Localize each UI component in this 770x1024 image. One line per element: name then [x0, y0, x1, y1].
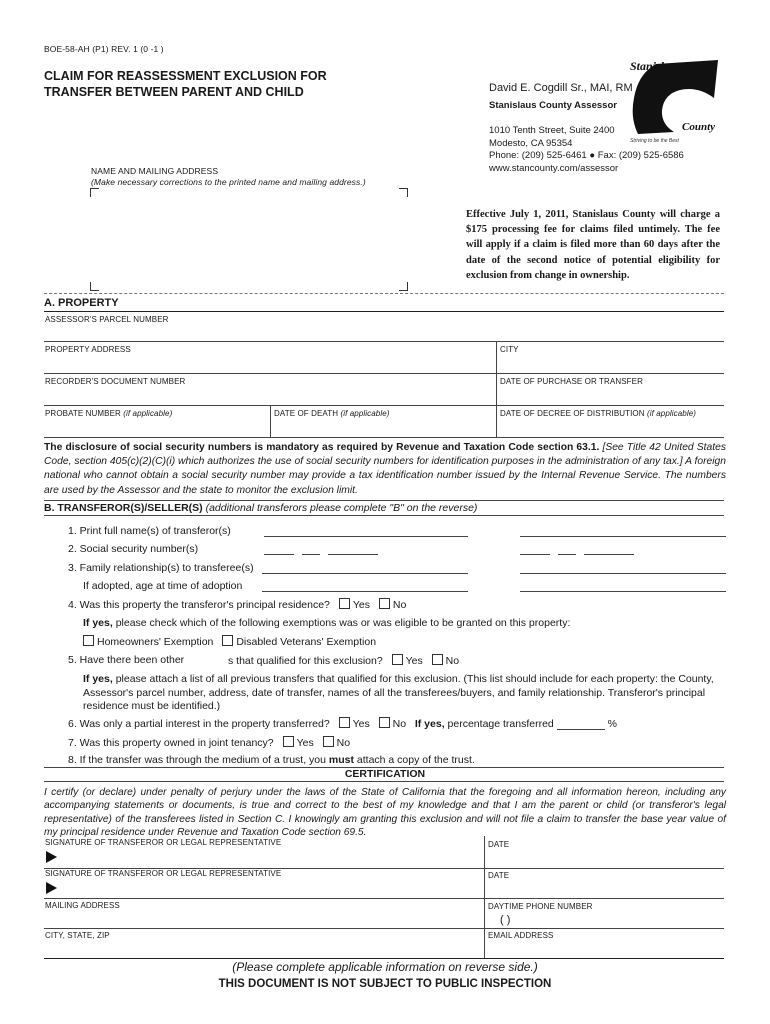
- q6-if-yes: If yes,: [414, 718, 445, 730]
- purchase-date-field[interactable]: [498, 388, 724, 402]
- logo-bottom-text: County: [682, 121, 716, 133]
- title-line-1: CLAIM FOR REASSESSMENT EXCLUSION FOR: [44, 69, 327, 83]
- certification-heading: CERTIFICATION: [344, 768, 426, 780]
- ssn-2-part-3[interactable]: [584, 543, 634, 555]
- email-label: EMAIL ADDRESS: [488, 931, 554, 940]
- relationship-1[interactable]: [262, 562, 468, 574]
- ssn-1-part-1[interactable]: [264, 543, 294, 555]
- address-line-1: 1010 Tenth Street, Suite 2400: [489, 125, 615, 136]
- percent-sign: %: [607, 718, 617, 730]
- logo-tagline: Striving to be the Best: [630, 138, 679, 144]
- q4-yes-label: Yes: [352, 599, 370, 611]
- section-b-note: (additional transferors please complete "B" on the reverse): [202, 502, 478, 514]
- col-divider: [484, 836, 485, 868]
- veterans-checkbox[interactable]: [222, 635, 233, 646]
- phone-number: Phone: (209) 525-6461: [489, 150, 587, 161]
- col-divider: [484, 868, 485, 900]
- col-divider: [496, 341, 497, 373]
- question-8: [68, 754, 475, 766]
- signature-1-label: SIGNATURE OF TRANSFEROR OR LEGAL REPRESENTATIVE: [45, 838, 282, 847]
- date-1-field[interactable]: [486, 850, 724, 866]
- ssn-1-part-2[interactable]: [302, 543, 320, 555]
- homeowners-checkbox[interactable]: [83, 635, 94, 646]
- row-rule: [44, 405, 724, 406]
- relationship-2[interactable]: [520, 562, 726, 574]
- section-a-heading: A. PROPERTY: [44, 297, 119, 309]
- ssn-notice: [44, 441, 726, 498]
- q6-no-label: No: [392, 718, 407, 730]
- q6-yes-label: Yes: [352, 718, 370, 730]
- q8-text-a: 8. If the transfer was through the medium of a trust, you: [68, 754, 329, 766]
- assessor-contact: [489, 125, 684, 175]
- decree-date-text: DATE OF DECREE OF DISTRIBUTION: [500, 409, 647, 418]
- signature-1-field[interactable]: [62, 848, 482, 866]
- phone-field[interactable]: ( ): [500, 914, 511, 926]
- col-divider: [496, 373, 497, 405]
- q5-no-checkbox[interactable]: [432, 654, 443, 665]
- decree-date-field[interactable]: [498, 420, 724, 434]
- section-b-rule: [44, 515, 724, 516]
- section-b-heading-row: [44, 502, 477, 514]
- city-state-zip-input[interactable]: [44, 941, 482, 957]
- ssn-notice-italic: [See Title 42 United States Code, section 405(c)(2)(C)(i) which authorizes the use of social security numbers for identification purposes in the administration of any tax.] A foreign national who cannot obtain a social security number may provide a tax identification number issued by the Internal Revenue Service. The numbers are used by the Assessor and the state to monitor the exclusion limit.: [44, 442, 726, 496]
- q7-no-checkbox[interactable]: [323, 736, 334, 747]
- city-field[interactable]: [498, 356, 724, 370]
- percentage-field[interactable]: [557, 719, 605, 730]
- certification-text: I certify (or declare) under penalty of perjury under the laws of the State of California that the foregoing and all information hereon, including any accompanying statements or documents, is true and correct to the best of my knowledge and that I am the parent or child (or transferor's legal representative) of the transferees listed in Section C. I knowingly am granting this exclusion and will not file a claim to transfer the base year value of my principal residence under Revenue and Taxation Code section 69.5.: [44, 787, 726, 838]
- ssn-2-part-1[interactable]: [520, 543, 550, 555]
- col-divider: [484, 898, 485, 930]
- q7-yes-checkbox[interactable]: [283, 736, 294, 747]
- question-1: 1. Print full name(s) of transferor(s): [68, 525, 231, 537]
- mailing-address-input[interactable]: [44, 911, 482, 927]
- parcel-label: ASSESSOR'S PARCEL NUMBER: [45, 315, 169, 324]
- veterans-label: Disabled Veterans' Exemption: [236, 636, 377, 648]
- adoption-age-2[interactable]: [520, 580, 726, 592]
- death-date-note: (if applicable): [340, 409, 390, 418]
- signature-2-field[interactable]: [62, 879, 482, 897]
- sign-here-arrow-icon: [46, 882, 57, 894]
- bottom-rule: [44, 958, 724, 959]
- certification-rule: [44, 781, 724, 782]
- q4b-text: please check which of the following exemptions was or was eligible to be granted on this property:: [112, 617, 571, 629]
- col-divider: [484, 928, 485, 958]
- city-state-zip-label: CITY, STATE, ZIP: [45, 931, 110, 940]
- homeowners-label: Homeowners' Exemption: [97, 636, 214, 648]
- fee-notice: Effective July 1, 2011, Stanislaus County will charge a $175 processing fee for claims filed untimely. The fee will apply if a claim is filed more than 60 days after the date of the second notice of potential eligibility for exclusion from change in ownership.: [466, 209, 720, 281]
- exemptions-row: [77, 635, 376, 648]
- col-divider: [270, 405, 271, 437]
- divider: [44, 293, 724, 294]
- recorder-doc-field[interactable]: [44, 388, 496, 402]
- probate-text: PROBATE NUMBER: [45, 409, 124, 418]
- city-label: CITY: [500, 345, 519, 354]
- logo-top-text: Stanislaus: [630, 59, 682, 73]
- phone-label: DAYTIME PHONE NUMBER: [488, 902, 593, 911]
- mailing-address-field[interactable]: [98, 190, 398, 286]
- q7-yes-label: Yes: [296, 737, 314, 749]
- fax-number: Fax: (209) 525-6586: [597, 150, 684, 161]
- q5-yes-label: Yes: [405, 655, 423, 667]
- mailing-address-label: MAILING ADDRESS: [45, 901, 120, 910]
- question-7: 7. Was this property owned in joint tenancy?: [68, 737, 274, 749]
- assessor-office: Stanislaus County Assessor: [489, 100, 617, 111]
- transferor-name-1[interactable]: [264, 525, 468, 537]
- q6-yes-checkbox[interactable]: [339, 717, 350, 728]
- question-6: 6. Was only a partial interest in the property transferred?: [68, 718, 330, 730]
- property-address-field[interactable]: [44, 356, 496, 370]
- ssn-2-part-2[interactable]: [558, 543, 576, 555]
- probate-label: [45, 409, 172, 418]
- assessor-name: David E. Cogdill Sr., MAI, RM: [489, 82, 633, 94]
- q6-no-checkbox[interactable]: [379, 717, 390, 728]
- signature-2-label: SIGNATURE OF TRANSFEROR OR LEGAL REPRESENTATIVE: [45, 869, 282, 878]
- row-rule: [44, 898, 724, 899]
- title-line-2: TRANSFER BETWEEN PARENT AND CHILD: [44, 85, 304, 99]
- death-date-text: DATE OF DEATH: [274, 409, 341, 418]
- q4-no-label: No: [392, 599, 407, 611]
- q8-text-b: attach a copy of the trust.: [353, 754, 475, 766]
- question-7-row: [68, 736, 350, 749]
- q8-must: must: [328, 754, 354, 766]
- section-b-top-rule: [44, 500, 724, 501]
- col-divider: [496, 405, 497, 437]
- probate-note: (if applicable): [123, 409, 173, 418]
- question-5-row: [228, 654, 459, 667]
- not-public-notice: THIS DOCUMENT IS NOT SUBJECT TO PUBLIC INSPECTION: [218, 978, 552, 990]
- q5-no-label: No: [445, 655, 460, 667]
- q4-yes-checkbox[interactable]: [339, 598, 350, 609]
- question-3b: If adopted, age at time of adoption: [83, 580, 243, 592]
- ssn-1-part-3[interactable]: [328, 543, 378, 555]
- row-rule: [44, 928, 724, 929]
- property-address-label: PROPERTY ADDRESS: [45, 345, 131, 354]
- date-1-label: DATE: [488, 840, 510, 849]
- corner-mark-br: [399, 282, 408, 291]
- row-rule: [44, 373, 724, 374]
- purchase-date-label: DATE OF PURCHASE OR TRANSFER: [500, 377, 643, 386]
- question-4: 4. Was this property the transferor's principal residence?: [68, 599, 330, 611]
- q7-no-label: No: [336, 737, 351, 749]
- form-title: [44, 68, 327, 100]
- sign-here-arrow-icon: [46, 851, 57, 863]
- row-rule: [44, 437, 724, 438]
- phone-fax-line: Phone: (209) 525-6461 ● Fax: (209) 525-6586: [489, 150, 684, 161]
- section-a-rule: [44, 311, 724, 312]
- adoption-age-1[interactable]: [262, 580, 468, 592]
- question-5b: s that qualified for this exclusion?: [228, 655, 383, 667]
- date-2-label: DATE: [488, 871, 510, 880]
- q5-yes-checkbox[interactable]: [392, 654, 403, 665]
- death-date-label: [274, 409, 390, 418]
- question-4b: [83, 617, 570, 629]
- question-5a: 5. Have there been other: [68, 654, 185, 666]
- q4-no-checkbox[interactable]: [379, 598, 390, 609]
- ssn-notice-bold: The disclosure of social security numbers is mandatory as required by Revenue and Taxation Code section 63.1.: [44, 442, 600, 453]
- question-2: 2. Social security number(s): [68, 543, 199, 555]
- transferor-name-2[interactable]: [520, 525, 726, 537]
- mailing-note: (Make necessary corrections to the printed name and mailing address.): [91, 177, 366, 187]
- decree-date-note: (if applicable): [646, 409, 697, 418]
- website[interactable]: www.stancounty.com/assessor: [489, 162, 619, 174]
- q5-if-yes: If yes,: [83, 673, 113, 685]
- address-line-2: Modesto, CA 95354: [489, 137, 573, 149]
- mailing-label: NAME AND MAILING ADDRESS: [91, 166, 219, 176]
- q6-percentage-text: percentage transferred: [444, 718, 554, 730]
- decree-date-label: [500, 409, 696, 418]
- email-input[interactable]: [486, 941, 724, 957]
- corner-mark-tr: [399, 188, 408, 197]
- parcel-field[interactable]: [44, 325, 724, 341]
- question-6-row: [68, 717, 617, 730]
- reverse-side-note: (Please complete applicable information on reverse side.): [232, 960, 538, 974]
- date-2-field[interactable]: [486, 882, 724, 898]
- form-code: BOE-58-AH (P1) REV. 1 (0 -1 ): [44, 44, 164, 54]
- death-date-field[interactable]: [272, 420, 494, 434]
- question-5-detail: [83, 673, 726, 714]
- section-b-heading: B. TRANSFEROR(S)/SELLER(S): [44, 502, 203, 514]
- q5-detail-text: please attach a list of all previous transfers that qualified for this exclusion. (This list should include for each property: the County, Assessor's parcel number, address, date of transfer, names of all the transferees/buyers, and family relationship. Transferor's principal residence must be identified.): [83, 673, 714, 712]
- probate-field[interactable]: [44, 420, 268, 434]
- question-4-row: [68, 598, 406, 611]
- q4b-if-yes: If yes,: [83, 617, 113, 629]
- recorder-doc-label: RECORDER'S DOCUMENT NUMBER: [45, 377, 186, 386]
- question-3: 3. Family relationship(s) to transferee(s): [68, 562, 254, 574]
- row-rule: [44, 341, 724, 342]
